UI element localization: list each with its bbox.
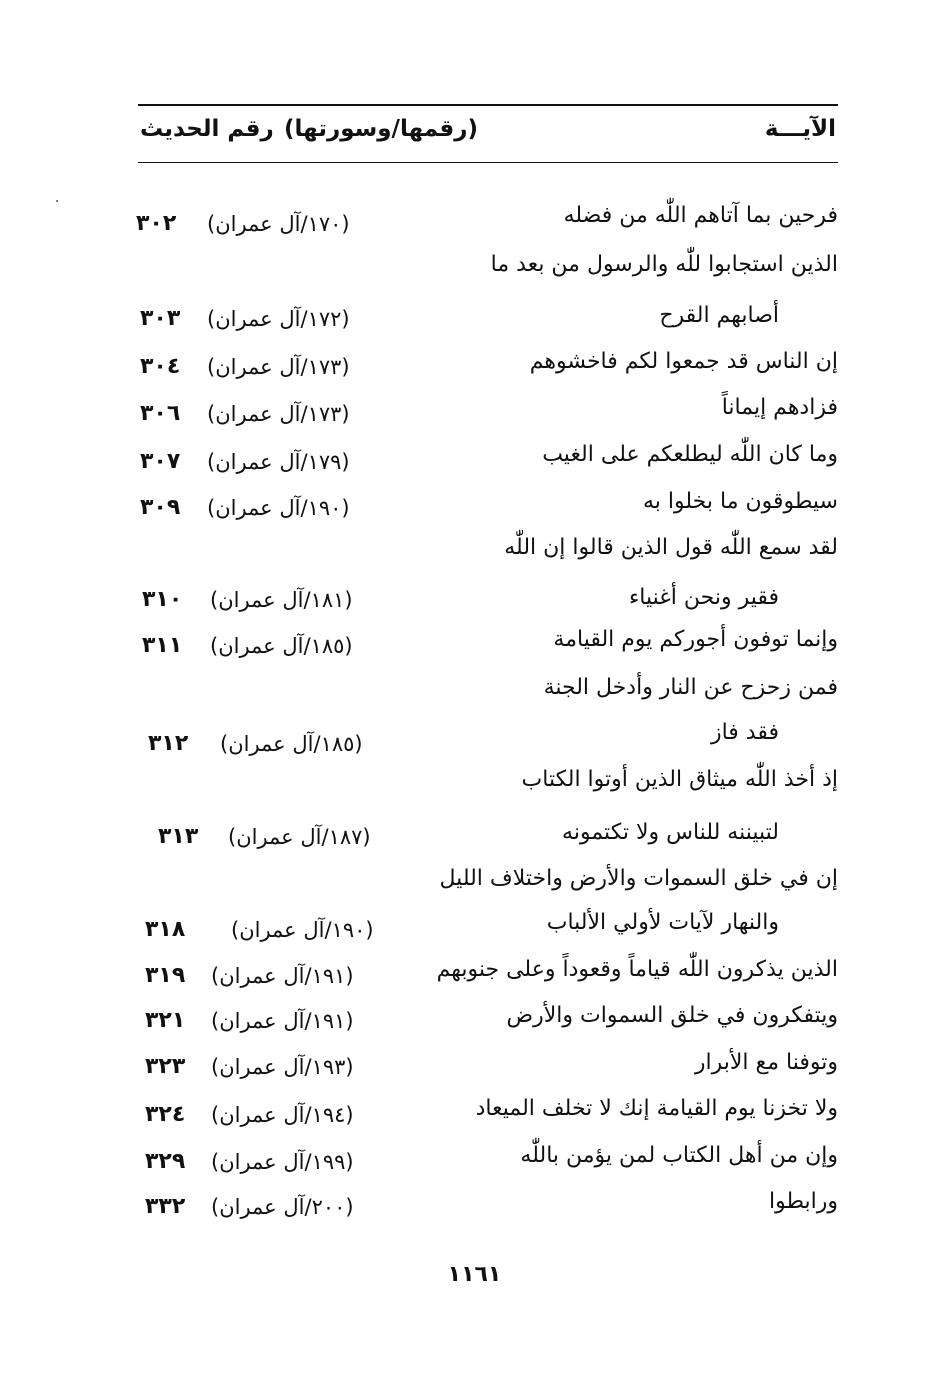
margin-speck (56, 200, 58, 202)
hadith-number: ٣١١ (142, 633, 183, 658)
verse-reference: (١٨٥/آل عمران) (220, 732, 363, 756)
hadith-number: ٣١٨ (145, 917, 186, 942)
hadith-number: ٣٠٧ (140, 449, 181, 474)
verse-text: وإنما توفون أجوركم يوم القيامة (553, 627, 838, 652)
verse-reference: (١٩٠/آل عمران) (231, 918, 374, 942)
verse-text: لتبيننه للناس ولا تكتمونه (562, 820, 779, 845)
hadith-number: ٣٠٩ (140, 495, 181, 520)
verse-reference: (١٩١/آل عمران) (211, 1009, 354, 1033)
verse-reference: (١٧٣/آل عمران) (207, 402, 350, 426)
verse-text: إن الناس قد جمعوا لكم فاخشوهم (529, 349, 838, 374)
hadith-number: ٣١٩ (145, 963, 186, 988)
hadith-number: ٣٠٣ (140, 306, 181, 331)
verse-text: لقد سمع اللّٰه قول الذين قالوا إن اللّٰه (504, 535, 838, 560)
verse-reference: (١٩٣/آل عمران) (211, 1055, 354, 1079)
hadith-number: ٣٠٤ (140, 354, 181, 379)
header-top-rule (138, 104, 838, 106)
hadith-number: ٣٣٢ (145, 1194, 186, 1219)
header-hadith-number-label: رقم الحديث (140, 116, 274, 142)
hadith-number: ٣٠٢ (136, 211, 177, 236)
verse-text: إذ أخذ اللّٰه ميثاق الذين أوتوا الكتاب (521, 767, 838, 792)
verse-text: الذين يذكرون اللّٰه قياماً وقعوداً وعلى جنوبهم (436, 957, 838, 982)
verse-text: ورابطوا (768, 1189, 838, 1214)
header-bottom-rule (138, 162, 838, 163)
verse-text: إن في خلق السموات والأرض واختلاف الليل (439, 866, 838, 891)
verse-reference: (١٩٠/آل عمران) (207, 496, 350, 520)
hadith-number: ٣١٢ (148, 731, 189, 756)
hadith-number: ٣٢٣ (145, 1054, 186, 1079)
verse-text: سيطوقون ما بخلوا به (643, 489, 838, 514)
verse-reference: (١٧٩/آل عمران) (207, 450, 350, 474)
verse-text: أصابهم القرح (659, 303, 779, 328)
verse-reference: (٢٠٠/آل عمران) (211, 1195, 354, 1219)
verse-text: فمن زحزح عن النار وأدخل الجنة (543, 675, 838, 700)
verse-reference: (١٧٠/آل عمران) (207, 212, 350, 236)
verse-text: ويتفكرون في خلق السموات والأرض (506, 1003, 838, 1028)
verse-reference: (١٨١/آل عمران) (210, 588, 353, 612)
verse-reference: (١٨٥/آل عمران) (210, 634, 353, 658)
verse-reference: (١٧٣/آل عمران) (207, 355, 350, 379)
verse-text: الذين استجابوا للّٰه والرسول من بعد ما (490, 252, 838, 277)
verse-text: والنهار لآيات لأولي الألباب (546, 910, 779, 935)
hadith-number: ٣١٠ (142, 587, 183, 612)
verse-text: فرحين بما آتاهم اللّٰه من فضله (563, 203, 838, 228)
header-verse-label: الآيـــة (764, 116, 836, 142)
verse-text: فزادهم إيماناً (721, 395, 838, 420)
hadith-number: ٣٠٦ (140, 401, 181, 426)
hadith-number: ٣٢٤ (145, 1102, 186, 1127)
hadith-number: ٣٢٩ (145, 1149, 186, 1174)
hadith-number: ٣١٣ (158, 824, 199, 849)
verse-text: فقير ونحن أغنياء (628, 585, 779, 610)
verse-reference: (١٩١/آل عمران) (211, 964, 354, 988)
verse-reference: (١٩٩/آل عمران) (211, 1150, 354, 1174)
verse-reference: (١٨٧/آل عمران) (228, 825, 371, 849)
hadith-number: ٣٢١ (145, 1008, 186, 1033)
header-reference-label: (رقمها/وسورتها) (284, 116, 478, 142)
verse-text: فقد فاز (710, 720, 779, 745)
page-number: ١١٦١ (447, 1262, 502, 1287)
verse-reference: (١٧٢/آل عمران) (207, 307, 350, 331)
verse-text: وما كان اللّٰه ليطلعكم على الغيب (542, 442, 838, 467)
verse-text: ولا تخزنا يوم القيامة إنك لا تخلف الميعاد (475, 1096, 838, 1121)
verse-text: وإن من أهل الكتاب لمن يؤمن باللّٰه (520, 1143, 838, 1168)
verse-text: وتوفنا مع الأبرار (694, 1050, 838, 1075)
verse-reference: (١٩٤/آل عمران) (211, 1103, 354, 1127)
